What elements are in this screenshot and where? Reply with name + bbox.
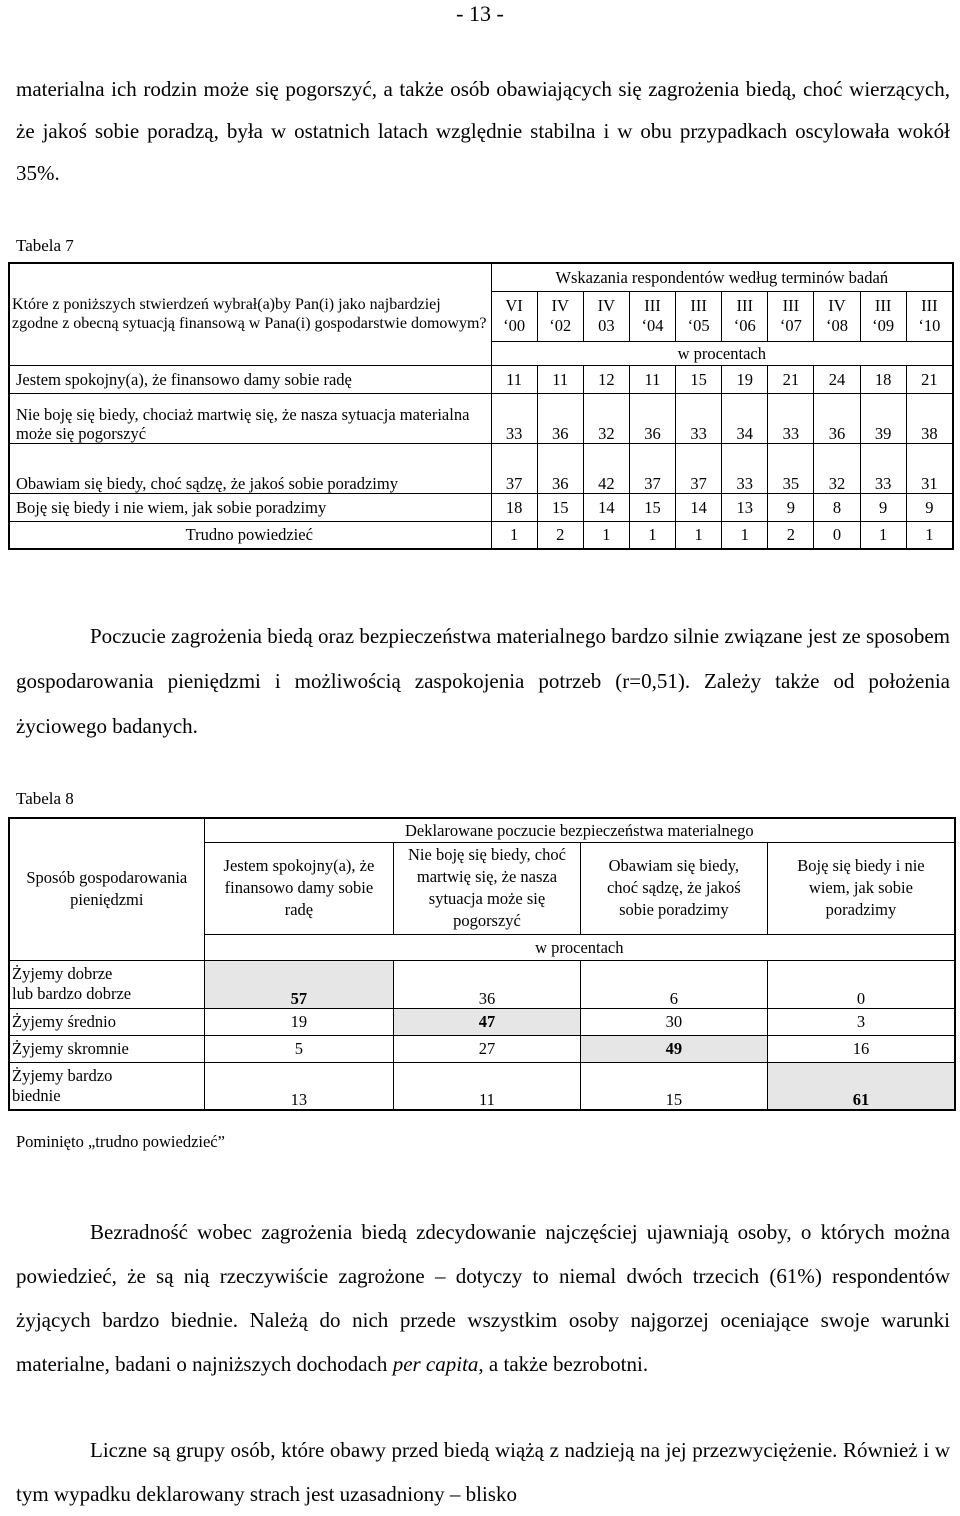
- table8-cell: 30: [580, 1008, 767, 1035]
- table7-period-year: ‘02: [549, 316, 572, 335]
- table7-cell: 21: [768, 365, 814, 393]
- table7-period-month: IV: [828, 296, 846, 315]
- table7-cell: 36: [629, 393, 675, 443]
- table7-period-header: [814, 291, 860, 341]
- correlation-paragraph: [16, 614, 950, 749]
- table-row: [9, 1062, 955, 1110]
- table7-cell: 33: [676, 393, 722, 443]
- helplessness-text-italic: per capita: [392, 1352, 479, 1376]
- table8-cell: 16: [767, 1035, 955, 1062]
- table7-period-year: ‘05: [687, 316, 710, 335]
- table-row: [9, 1035, 955, 1062]
- table-row: [9, 493, 953, 521]
- table7-period-header: [768, 291, 814, 341]
- table8-group-header: Deklarowane poczucie bezpieczeństwa materialnego: [204, 818, 955, 842]
- table7-period-month: IV: [551, 296, 569, 315]
- table7-cell: 15: [537, 493, 583, 521]
- table7-period-month: VI: [505, 296, 523, 315]
- table7-cell: 19: [722, 365, 768, 393]
- table7-cell: 33: [722, 443, 768, 493]
- table7-cell: 15: [676, 365, 722, 393]
- table7-cell: 37: [676, 443, 722, 493]
- table7-period-header: [860, 291, 906, 341]
- correlation-paragraph-text: Poczucie zagrożenia biedą oraz bezpieczeństwa materialnego bardzo silnie związane jest ze sposobem gospodarowania pieniędzmi i możliwością zaspokojenia potrzeb (r=0,51). Zależy także od położenia życiowego badanych.: [16, 624, 950, 738]
- table7-cell: 18: [491, 493, 537, 521]
- table8-cell: 3: [767, 1008, 955, 1035]
- table7-period-month: III: [874, 296, 892, 315]
- table7-cell: 9: [906, 493, 953, 521]
- table7-period-month: III: [690, 296, 707, 315]
- table7-cell: 12: [583, 365, 629, 393]
- table7-cell: 21: [906, 365, 953, 393]
- helplessness-text-part2: , a także bezrobotni.: [478, 1352, 649, 1376]
- table8-row-label-line2: biednie: [12, 1085, 61, 1105]
- table8-row-label: [9, 960, 204, 1008]
- table8-row-label-line2: lub bardzo dobrze: [12, 984, 132, 1003]
- helplessness-paragraph: [16, 1210, 950, 1386]
- table8-row-label-line1: Żyjemy skromnie: [12, 1038, 129, 1058]
- table7-caption: Tabela 7: [16, 236, 74, 255]
- table7-period-header: [676, 291, 722, 341]
- table7-unit: w procentach: [491, 341, 953, 365]
- table7-period-year: ‘08: [825, 316, 848, 335]
- table7-row-label: Boję się biedy i nie wiem, jak sobie poradzimy: [9, 493, 491, 521]
- table8-column-header: Nie boję się biedy, choć martwię się, że nasza sytuacja może się pogorszyć: [394, 842, 581, 934]
- table7-cell: 9: [860, 493, 906, 521]
- table7-period-month: III: [644, 296, 661, 315]
- table7-cell: 1: [860, 521, 906, 549]
- intro-paragraph: [16, 68, 950, 194]
- table8-row-label: [9, 1062, 204, 1110]
- table7-cell: 36: [814, 393, 860, 443]
- table7-cell: 37: [629, 443, 675, 493]
- table7-period-year: 03: [598, 316, 615, 335]
- table7-period-month: III: [736, 296, 753, 315]
- table7-period-header: [722, 291, 768, 341]
- table7-cell: 33: [768, 393, 814, 443]
- hope-paragraph: [16, 1428, 950, 1516]
- table7-cell: 11: [491, 365, 537, 393]
- table8-column-header: Jestem spokojny(a), że finansowo damy sobie radę: [204, 842, 394, 934]
- table7-cell: 1: [583, 521, 629, 549]
- table7-period-header: [583, 291, 629, 341]
- table7-cell: 2: [768, 521, 814, 549]
- table-row: [9, 521, 953, 549]
- table7-cell: 18: [860, 365, 906, 393]
- table7-period-month: IV: [597, 296, 616, 315]
- table7-cell: 1: [676, 521, 722, 549]
- table-row: [9, 443, 953, 493]
- table7-cell: 8: [814, 493, 860, 521]
- table8-cell: 15: [580, 1062, 767, 1110]
- table7-cell: 1: [906, 521, 953, 549]
- table7-cell: 32: [583, 393, 629, 443]
- table8-cell: 61: [767, 1062, 955, 1110]
- table7-cell: 33: [491, 393, 537, 443]
- table8-row-label-line1: Żyjemy średnio: [12, 1011, 117, 1031]
- helplessness-text-part1: Bezradność wobec zagrożenia biedą zdecydowanie najczęściej ujawniają osoby, o których można powiedzieć, że są nią rzeczywiście zagrożone – dotyczy to niemal dwóch trzecich (61%) respondentów żyjących bardzo biednie. Należą do nich przede wszystkim osoby najgorzej oceniające swoje warunki materialne, badani o najniższych dochodach: [16, 1220, 950, 1376]
- table7-row-label: Trudno powiedzieć: [9, 521, 491, 549]
- table8-note: Pominięto „trudno powiedzieć”: [16, 1132, 225, 1151]
- table-row: [9, 1008, 955, 1035]
- table7-cell: 9: [768, 493, 814, 521]
- table7-period-year: ‘04: [641, 316, 664, 335]
- table7-cell: 39: [860, 393, 906, 443]
- page-number: - 13 -: [456, 1, 504, 26]
- table7-question: Które z poniższych stwierdzeń wybrał(a)by Pan(i) jako najbardziej zgodne z obecną sytuacją finansową w Pana(i) gospodarstwie domowym?: [9, 263, 491, 365]
- table-row: [9, 960, 955, 1008]
- table8-cell: 0: [767, 960, 955, 1008]
- table7-group-header: Wskazania respondentów według terminów badań: [491, 263, 953, 291]
- intro-paragraph-text: materialna ich rodzin może się pogorszyć, a także osób obawiających się zagrożenia biedą, choć wierzących, że jakoś sobie poradzą, była w ostatnich latach względnie stabilna i w obu przypadkach oscylowała wokół 35%.: [16, 77, 950, 185]
- table7-period-header: [491, 291, 537, 341]
- table8-cell: 5: [204, 1035, 394, 1062]
- table7-period-year: ‘07: [779, 316, 802, 335]
- table8-row-label: [9, 1008, 204, 1035]
- table7-cell: 1: [722, 521, 768, 549]
- table8-row-header: Sposób gospodarowania pieniędzmi: [9, 818, 204, 960]
- table7-cell: 24: [814, 365, 860, 393]
- table7-cell: 33: [860, 443, 906, 493]
- table7-cell: 32: [814, 443, 860, 493]
- table7-cell: 42: [583, 443, 629, 493]
- table8-cell: 13: [204, 1062, 394, 1110]
- table8-caption: Tabela 8: [16, 789, 74, 808]
- table7-period-year: ‘00: [503, 316, 526, 335]
- table7-cell: 14: [676, 493, 722, 521]
- table7-period-month: III: [921, 296, 938, 315]
- table7-cell: 36: [537, 443, 583, 493]
- table8-cell: 49: [580, 1035, 767, 1062]
- table8-cell: 6: [580, 960, 767, 1008]
- table7-cell: 37: [491, 443, 537, 493]
- table7-row-label: Obawiam się biedy, choć sądzę, że jakoś sobie poradzimy: [9, 443, 491, 493]
- table-row: [9, 393, 953, 443]
- table7-row-label: Jestem spokojny(a), że finansowo damy sobie radę: [9, 365, 491, 393]
- table8-cell: 57: [204, 960, 394, 1008]
- table7-period-year: ‘06: [733, 316, 756, 335]
- table7-period-header: [629, 291, 675, 341]
- hope-paragraph-text: Liczne są grupy osób, które obawy przed biedą wiążą z nadzieją na jej przezwyciężenie. Również i w tym wypadku deklarowany strach jest uzasadniony – blisko: [16, 1438, 950, 1506]
- table7-cell: 31: [906, 443, 953, 493]
- table7-period-header: [906, 291, 953, 341]
- table7-period-year: ‘10: [918, 316, 941, 335]
- table7-cell: 38: [906, 393, 953, 443]
- table7-period-header: [537, 291, 583, 341]
- table8-column-header: Obawiam się biedy, choć sądzę, że jakoś sobie poradzimy: [580, 842, 767, 934]
- table7-cell: 13: [722, 493, 768, 521]
- table7-cell: 36: [537, 393, 583, 443]
- table7-cell: 14: [583, 493, 629, 521]
- table-row: [9, 365, 953, 393]
- table-7: [8, 262, 954, 550]
- table8-column-header: Boję się biedy i nie wiem, jak sobie poradzimy: [767, 842, 955, 934]
- table7-cell: 1: [629, 521, 675, 549]
- table8-row-label-line1: Żyjemy dobrze: [12, 964, 113, 983]
- helplessness-paragraph-text: [16, 1210, 950, 1386]
- table7-cell: 15: [629, 493, 675, 521]
- table7-row-label: Nie boję się biedy, chociaż martwię się, że nasza sytuacja materialna może się pogorszyć: [9, 393, 491, 443]
- table7-cell: 11: [629, 365, 675, 393]
- table7-period-month: III: [782, 296, 800, 315]
- table8-cell: 19: [204, 1008, 394, 1035]
- table7-cell: 34: [722, 393, 768, 443]
- table7-cell: 1: [491, 521, 537, 549]
- table8-cell: 11: [394, 1062, 581, 1110]
- table8-row-label: [9, 1035, 204, 1062]
- table8-unit: w procentach: [204, 934, 955, 960]
- table7-cell: 2: [537, 521, 583, 549]
- table8-row-label-line1: Żyjemy bardzo: [12, 1065, 113, 1085]
- table8-cell: 47: [394, 1008, 581, 1035]
- table7-cell: 35: [768, 443, 814, 493]
- table8-cell: 36: [394, 960, 581, 1008]
- table7-period-year: ‘09: [872, 316, 895, 335]
- table7-cell: 11: [537, 365, 583, 393]
- table-8: [8, 817, 956, 1111]
- table8-cell: 27: [394, 1035, 581, 1062]
- table7-cell: 0: [814, 521, 860, 549]
